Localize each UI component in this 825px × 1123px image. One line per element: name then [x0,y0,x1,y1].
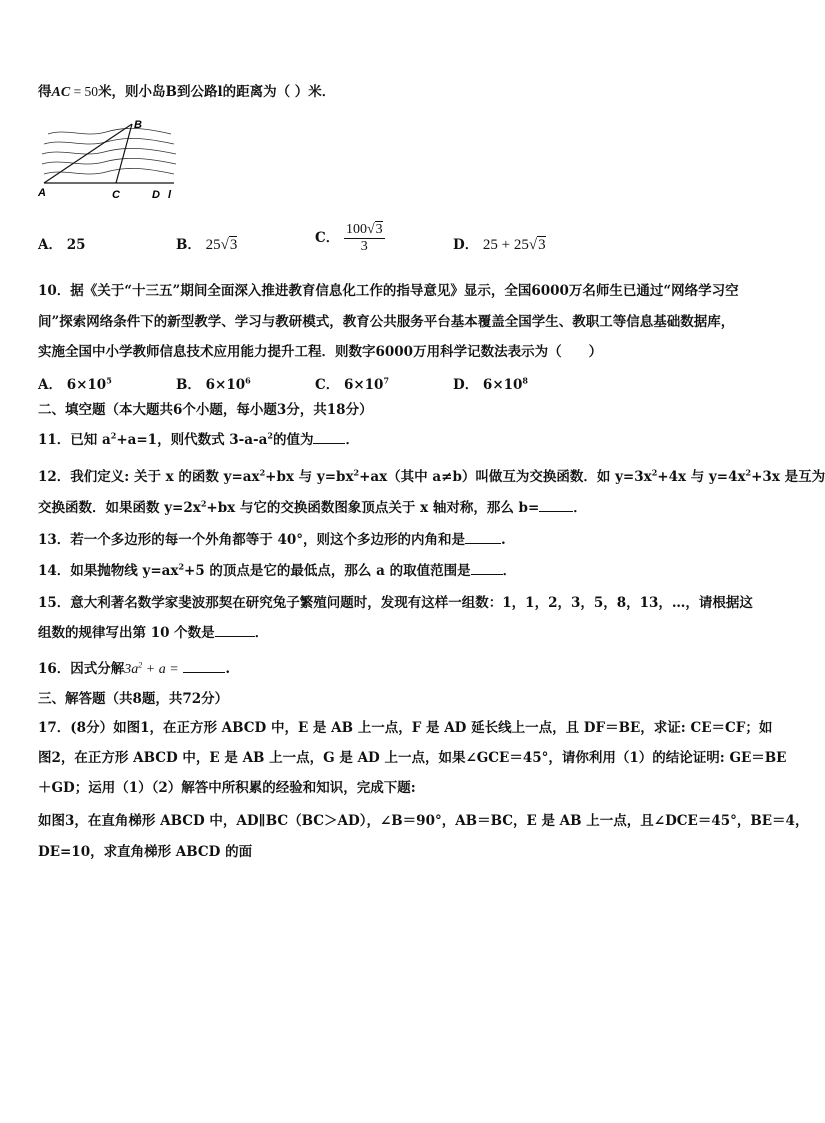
q12-line-1: 12．我们定义: 关于 x 的函数 $y=ax^2+bx$ 与 $y=bx^2+ax$（其中 a≠b）叫做互为交换函数．如 $y=3x^2+4x$ 与 $y=4x^2+3x$ 是互为 [38,467,825,485]
q10-option-b[interactable]: B． $6\times 10^6$ [176,375,251,393]
q10-option-c[interactable]: C． $6\times 10^7$ [315,375,390,393]
q12-answer-blank[interactable] [539,499,573,512]
q11-answer-blank[interactable] [313,431,345,444]
label-C: C [112,189,120,201]
label-A: A [38,187,46,199]
river-waves [42,128,176,174]
section-3-heading: 三、解答题（共8题，共72分） [38,691,229,707]
q9-figure [36,116,181,204]
q15-answer-blank[interactable] [215,624,255,637]
fraction-100-root3-over-3: $\frac{100√3}{3}$ [345,222,383,254]
q13-text: 13．若一个多边形的每一个外角都等于 40°，则这个多边形的内角和是 . [38,532,506,548]
label-B: B [134,119,142,131]
label-l: l [168,189,172,201]
q11-text: 11．已知 $a^2+a=1$，则代数式 $3-a-a^2$的值为 ． [38,430,359,448]
q10-option-d[interactable]: D． $6\times 10^8$ [453,375,528,393]
q10-line-1: 10．据《关于“十三五”期间全面深入推进教育信息化工作的指导意见》显示，全国6000万名师生已通过“网络学习空 [38,283,739,299]
q17-line-4: 如图3，在直角梯形 ABCD 中，AD∥BC（BC＞AD），∠B＝90°，AB＝BC，E 是 AB 上一点，且∠DCE＝45°，BE＝4， [38,813,809,829]
q13-answer-blank[interactable] [465,531,501,544]
q14-text: 14．如果抛物线 $y=ax^2+5$ 的顶点是它的最低点，那么 a 的取值范围是 ． [38,561,517,579]
q9-option-d[interactable]: D． 25 + 25√3 [453,237,546,253]
q12-line-2: 交换函数．如果函数 $y=2x^2+bx$ 与它的交换函数图象顶点关于 x 轴对称，那么 b= ． [38,498,587,516]
q9-option-c[interactable]: C． $\frac{100√3}{3}$ [315,222,383,254]
q10-line-2: 间”探索网络条件下的新型教学、学习与教研模式，教育公共服务平台基本覆盖全国学生、教职工等信息基础数据库， [38,314,735,330]
q17-line-1: 17．(8分）如图1，在正方形 ABCD 中，E 是 AB 上一点，F 是 AD 延长线上一点，且 DF＝BE，求证: CE＝CF；如 [38,720,773,736]
q17-line-5: DE=10，求直角梯形 ABCD 的面 [38,844,253,860]
q16-answer-blank[interactable] [183,660,225,673]
q10-option-a[interactable]: A． $6\times 10^5$ [38,375,112,393]
q15-line-1: 15．意大利著名数学家斐波那契在研究兔子繁殖问题时，发现有这样一组数：1，1，2，3，5，8，13，…，请根据这 [38,595,753,611]
q9-option-b[interactable]: B． 25√3 [176,237,238,253]
q10-line-3: 实施全国中小学教师信息技术应用能力提升工程．则数字6000万用科学记数法表示为（ ） [38,344,603,360]
q9-option-a[interactable]: A． 25 [38,237,86,253]
q17-line-2: 图2，在正方形 ABCD 中，E 是 AB 上一点，G 是 AD 上一点，如果∠GCE＝45°，请你利用（1）的结论证明: GE＝BE [38,750,787,766]
q9-text-tail: 得AC = 50米，则小岛B到公路l的距离为（ ）米． [38,84,336,100]
q16-text: 16．因式分解$3a^2 + a$ = . [38,660,231,677]
label-D: D [152,189,160,201]
section-2-heading: 二、填空题（本大题共6个小题，每小题3分，共18分） [38,402,373,418]
q15-line-2: 组数的规律写出第 10 个数是 ． [38,625,269,641]
q14-answer-blank[interactable] [471,562,503,575]
q17-line-3: ＋GD；运用（1）（2）解答中所积累的经验和知识，完成下题: [38,780,416,796]
